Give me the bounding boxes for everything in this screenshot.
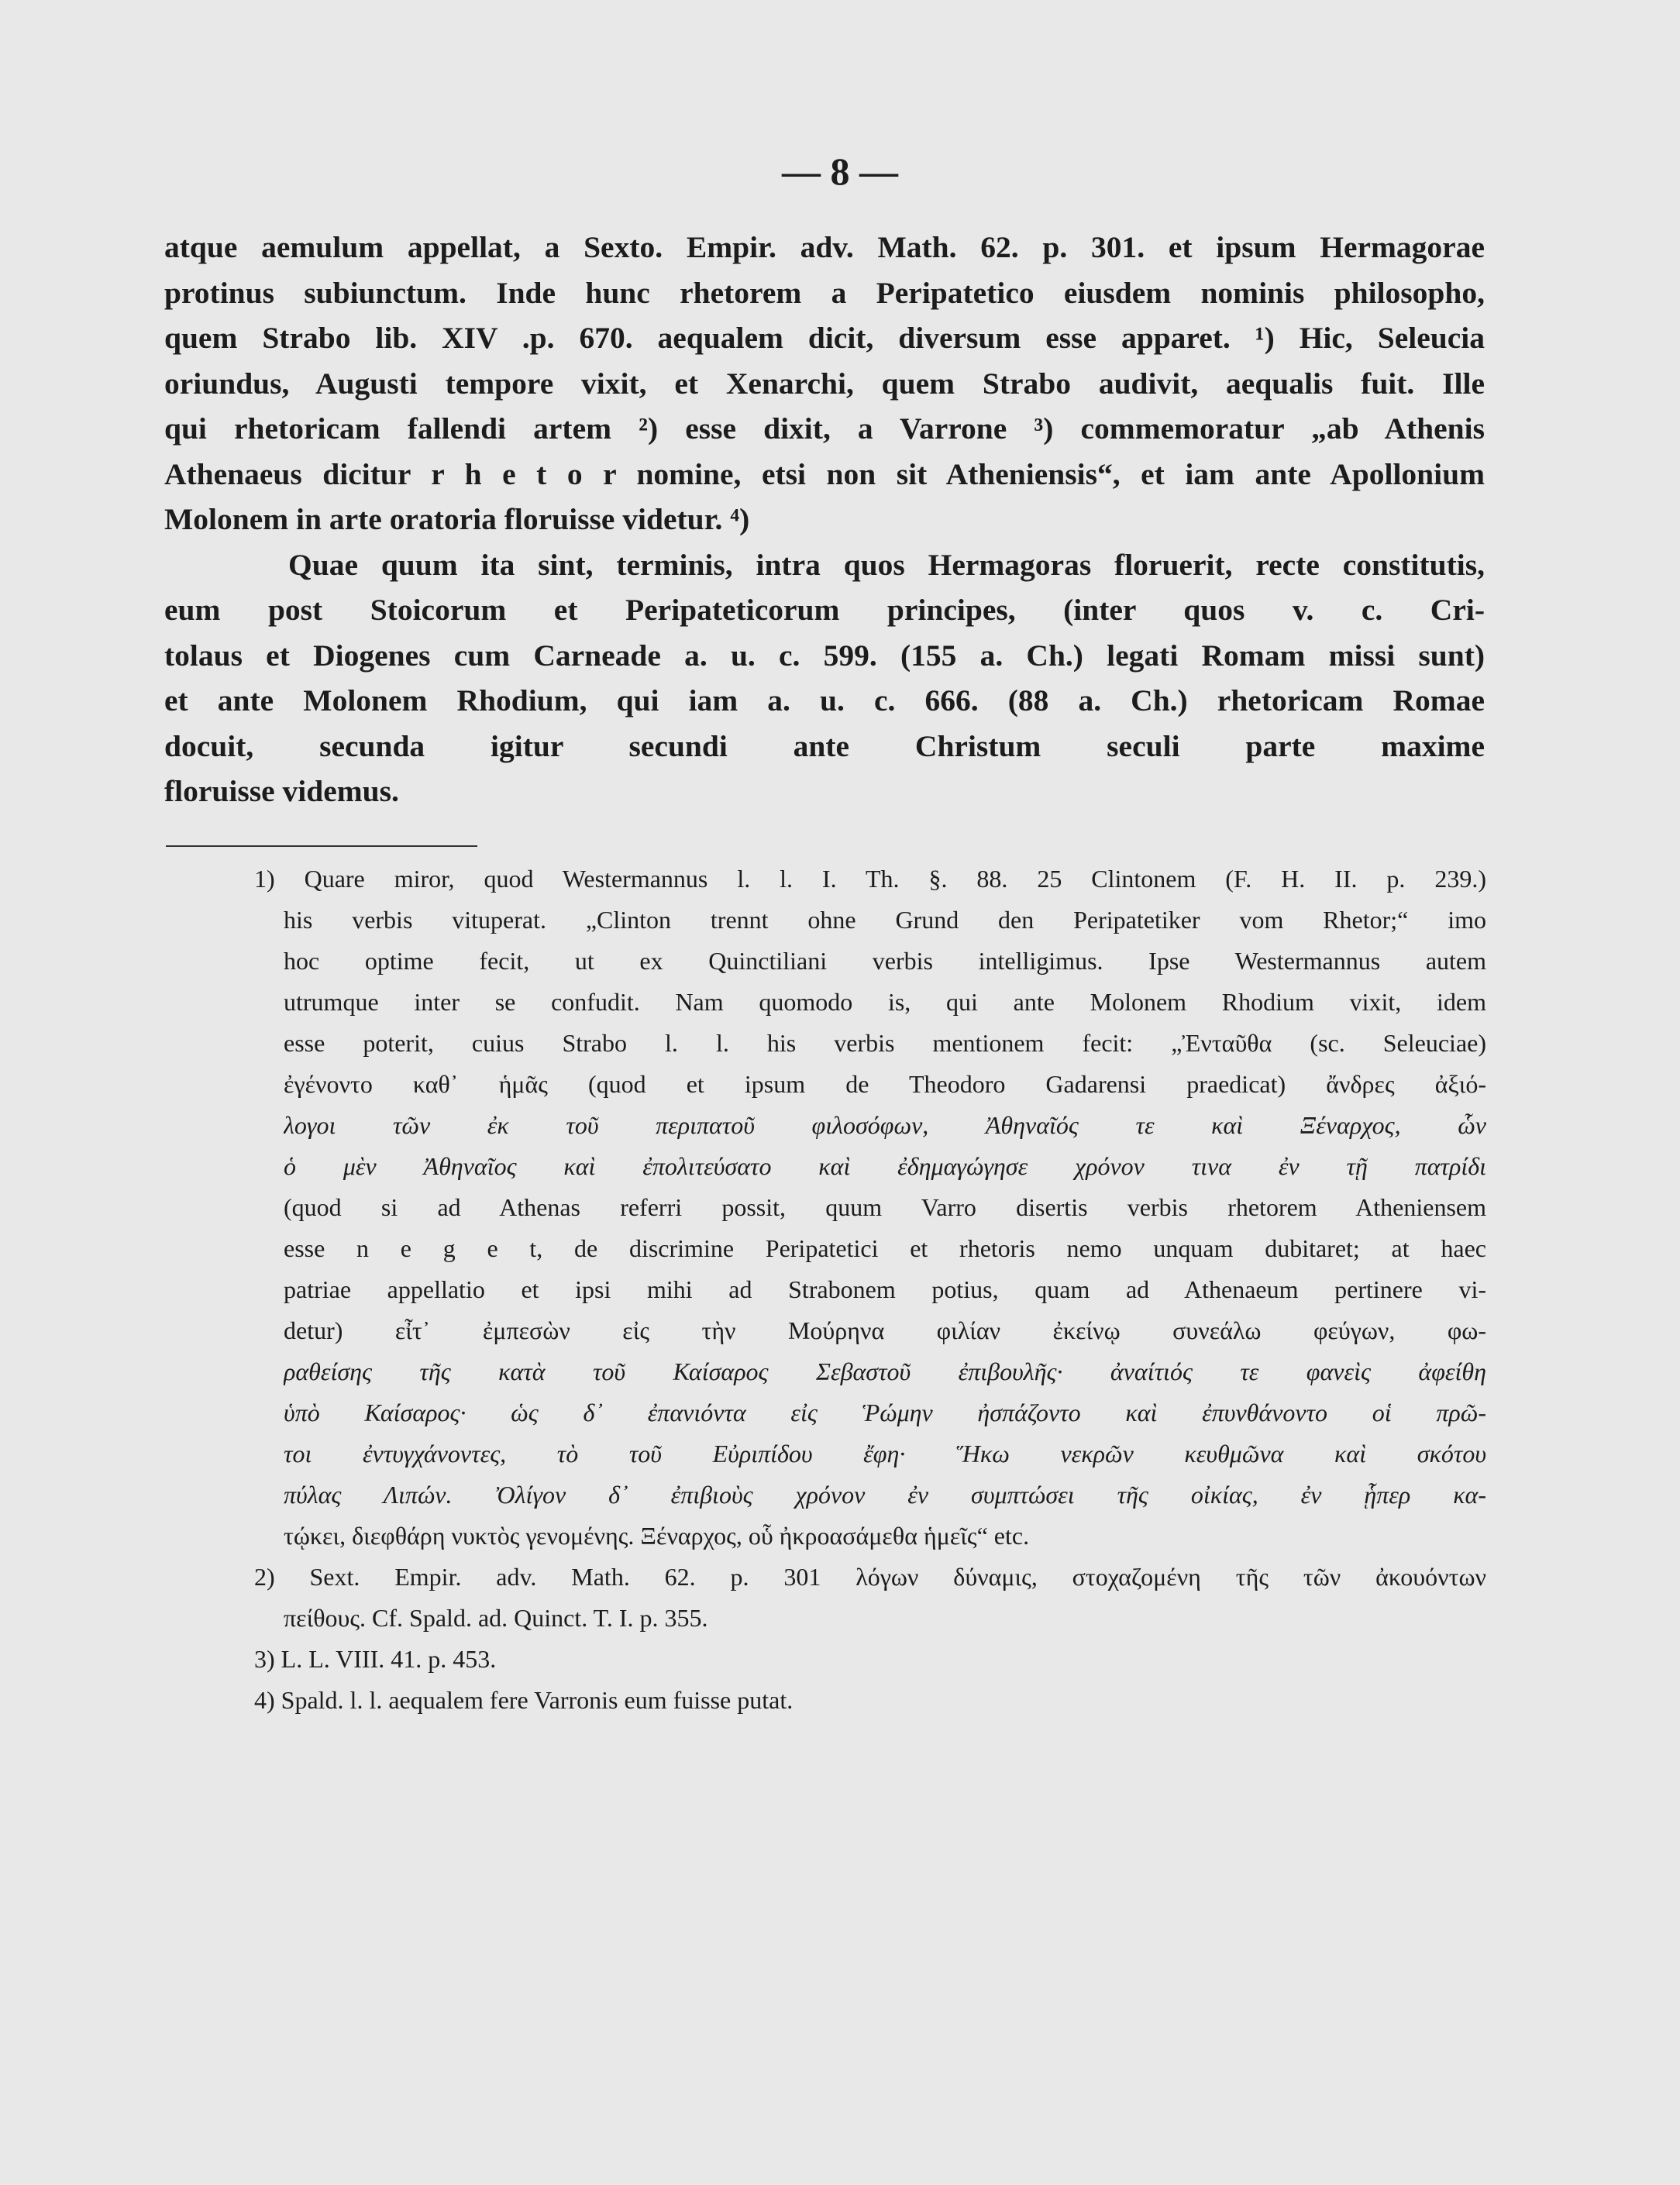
footnote-line: 4) Spald. l. l. aequalem fere Varronis eum fuisse putat. [254,1686,794,1714]
body-line: oriundus, Augusti tempore vixit, et Xenarchi, quem Strabo audivit, aequalis fuit. Ille [164,366,1485,401]
footnote-line: ραθείσης τῆς κατὰ τοῦ Καίσαρος Σεβαστοῦ ἐπιβουλῆς· ἀναίτιός τε φανεὶς ἀφείθη [284,1357,1486,1385]
body-line: eum post Stoicorum et Peripateticorum principes, (inter quos v. c. Cri- [164,593,1485,627]
footnote-line: πύλας Λιπών. Ὀλίγον δ᾽ ἐπιβιοὺς χρόνον ἐν συμπτώσει τῆς οἰκίας, ἐν ᾗπερ κα- [284,1481,1486,1509]
footnote-line: esse poterit, cuius Strabo l. l. his verbis mentionem fecit: „Ἐνταῦθα (sc. Seleuciae) [284,1029,1486,1057]
body-line: floruisse videmus. [164,774,399,808]
page-number: — 8 — [782,150,898,193]
footnote-line: utrumque inter se confudit. Nam quomodo is, qui ante Molonem Rhodium vixit, idem [284,988,1486,1016]
footnote-line: τοι ἐντυγχάνοντες, τὸ τοῦ Εὐριπίδου ἔφη· Ἥκω νεκρῶν κευθμῶνα καὶ σκότου [284,1440,1486,1468]
footnote-line: ὑπὸ Καίσαρος· ὡς δ᾽ ἐπανιόντα εἰς Ῥώμην ἠσπάζοντο καὶ ἐπυνθάνοντο οἱ πρῶ- [284,1399,1486,1426]
footnotes [254,859,1486,1721]
body-line: qui rhetoricam fallendi artem ²) esse dixit, a Varrone ³) commemoratur „ab Athenis [164,411,1485,446]
footnote-line: patriae appellatio et ipsi mihi ad Strabonem potius, quam ad Athenaeum pertinere vi- [284,1275,1486,1303]
footnote-line: 3) L. L. VIII. 41. p. 453. [254,1645,497,1673]
main-text [164,225,1485,814]
footnote-line: hoc optime fecit, ut ex Quinctiliani verbis intelligimus. Ipse Westermannus autem [284,947,1486,975]
body-line: Quae quum ita sint, terminis, intra quos Hermagoras floruerit, recte constitutis, [288,547,1485,582]
footnote-line: his verbis vituperat. „Clinton trennt ohne Grund den Peripatetiker vom Rhetor;“ imo [284,906,1486,934]
footnote-line: ἐγένοντο καθ᾽ ἡμᾶς (quod et ipsum de Theodoro Gadarensi praedicat) ἄνδρες ἀξιό- [284,1070,1486,1098]
footnote-line: esse n e g e t, de discrimine Peripatetici et rhetoris nemo unquam dubitaret; at haec [284,1234,1486,1262]
footnote-line: τῴκει, διεφθάρη νυκτὸς γενομένης. Ξέναρχος, οὗ ἠκροασάμεθα ἡμεῖς“ etc. [284,1522,1030,1550]
body-line: Molonem in arte oratoria floruisse videtur. ⁴) [164,502,750,536]
footnote-line: λογοι τῶν ἐκ τοῦ περιπατοῦ φιλοσόφων, Ἀθηναῖός τε καὶ Ξέναρχος, ὧν [284,1111,1486,1139]
footnote-line: detur) εἶτ᾽ ἐμπεσὼν εἰς τὴν Μούρηνα φιλίαν ἐκείνῳ συνεάλω φεύγων, φω- [284,1316,1486,1344]
body-line: Athenaeus dicitur r h e t o r nomine, etsi non sit Atheniensis“, et iam ante Apollonium [164,456,1485,491]
body-line: quem Strabo lib. XIV .p. 670. aequalem dicit, diversum esse apparet. ¹) Hic, Seleucia [164,321,1485,355]
footnote-line: 1) Quare miror, quod Westermannus l. l. I. Th. §. 88. 25 Clintonem (F. H. II. p. 239.) [254,865,1486,893]
body-line: tolaus et Diogenes cum Carneade a. u. c. 599. (155 a. Ch.) legati Romam missi sunt) [164,638,1485,673]
body-line: docuit, secunda igitur secundi ante Christum seculi parte maxime [164,728,1485,763]
body-line: atque aemulum appellat, a Sexto. Empir. adv. Math. 62. p. 301. et ipsum Hermagorae [164,230,1485,264]
footnote-line: 2) Sext. Empir. adv. Math. 62. p. 301 λόγων δύναμις, στοχαζομένη τῆς τῶν ἀκουόντων [254,1563,1486,1591]
footnote-line: (quod si ad Athenas referri possit, quum Varro disertis verbis rhetorem Atheniensem [284,1193,1486,1221]
footnote-rule [166,845,477,847]
footnote-line: πείθους. Cf. Spald. ad. Quinct. T. I. p. 355. [284,1604,708,1632]
body-line: et ante Molonem Rhodium, qui iam a. u. c. 666. (88 a. Ch.) rhetoricam Romae [164,683,1485,717]
footnote-line: ὁ μὲν Ἀθηναῖος καὶ ἐπολιτεύσατο καὶ ἐδημαγώγησε χρόνον τινα ἐν τῇ πατρίδι [284,1152,1486,1180]
body-line: protinus subiunctum. Inde hunc rhetorem a Peripatetico eiusdem nominis philosopho, [164,275,1485,310]
